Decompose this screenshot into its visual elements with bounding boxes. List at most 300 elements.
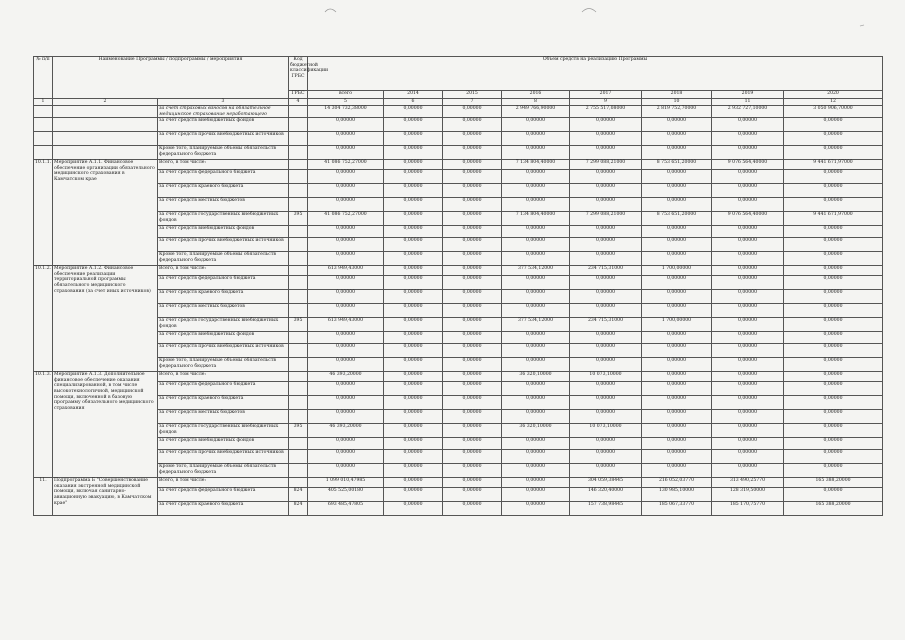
table-row [34, 226, 883, 238]
cell-value: 0,00000 [502, 358, 570, 372]
cell-value: 693 485,47805 [308, 502, 384, 516]
cell-value: 0,00000 [384, 290, 443, 304]
cell-value: 0,00000 [784, 304, 883, 318]
cell-value: 8 753 651,20000 [642, 160, 712, 170]
cell-value: 8 753 651,20000 [642, 212, 712, 226]
cell-value: 0,00000 [502, 450, 570, 464]
cell-value: 0,00000 [443, 276, 502, 290]
cell-value: 0,00000 [384, 160, 443, 170]
cell-value: 7 134 804,40000 [502, 212, 570, 226]
table-row [34, 358, 883, 372]
cell-value: 0,00000 [502, 488, 570, 502]
cell-value: 0,00000 [712, 238, 784, 252]
table-row [34, 160, 883, 170]
cell-value: 0,00000 [384, 382, 443, 396]
row-number: 10.1.3. [34, 372, 53, 478]
cell-value: 0,00000 [570, 358, 642, 372]
cell-value: 0,00000 [443, 184, 502, 198]
cell-value: 0,00000 [784, 146, 883, 160]
table-row [34, 304, 883, 318]
column-number: 9 [570, 99, 642, 106]
cell-value: 0,00000 [570, 118, 642, 132]
cell-value: 0,00000 [570, 464, 642, 478]
cell-value: 0,00000 [712, 372, 784, 382]
cell-value: 0,00000 [443, 118, 502, 132]
cell-value: 0,00000 [502, 410, 570, 424]
cell-value: 0,00000 [308, 252, 384, 266]
cell-value: 0,00000 [502, 238, 570, 252]
row-label: за счет средств федерального бюджета [158, 170, 289, 184]
cell-value: 0,00000 [308, 344, 384, 358]
cell-value: 0,00000 [712, 132, 784, 146]
cell-value: 0,00000 [784, 226, 883, 238]
cell-value: 0,00000 [570, 198, 642, 212]
cell-value: 0,00000 [384, 344, 443, 358]
cell-value: 234 715,31000 [570, 318, 642, 332]
table-row [34, 132, 883, 146]
table-row [34, 502, 883, 516]
row-label: за счет средств внебюджетных фондов [158, 226, 289, 238]
cell-value: 0,00000 [642, 372, 712, 382]
cell-value: 0,00000 [384, 184, 443, 198]
cell-value: 0,00000 [642, 424, 712, 438]
cell-value: 0,00000 [443, 396, 502, 410]
column-number: 12 [784, 99, 883, 106]
cell-value: 313 490,25770 [712, 478, 784, 488]
cell-value: 0,00000 [384, 170, 443, 184]
table-row [34, 184, 883, 198]
cell-value: 0,00000 [784, 424, 883, 438]
row-label: за счет средств государственных внебюджетных фондов [158, 212, 289, 226]
cell-value: 146 320,40000 [570, 488, 642, 502]
cell-value: 0,00000 [712, 344, 784, 358]
cell-value: 0,00000 [784, 184, 883, 198]
section-10-1-3 [34, 372, 883, 478]
row-label: за счет средств прочих внебюджетных источников [158, 450, 289, 464]
cell-value: 0,00000 [502, 198, 570, 212]
cell-value: 0,00000 [784, 410, 883, 424]
cell-value: 0,00000 [784, 344, 883, 358]
cell-value: 0,00000 [384, 276, 443, 290]
cell-value: 0,00000 [443, 488, 502, 502]
cell-value: 0,00000 [384, 332, 443, 344]
cell-value: 0,00000 [443, 438, 502, 450]
cell-value: 0,00000 [784, 488, 883, 502]
table-row [34, 290, 883, 304]
header-year: 2018 [642, 91, 712, 99]
section-10-1-1 [34, 160, 883, 266]
cell-value: 0,00000 [784, 290, 883, 304]
cell-value: 0,00000 [642, 170, 712, 184]
cell-value: 377 534,12000 [502, 318, 570, 332]
measure-name: Мероприятие А.1.1. Финансовое обеспечение организации обязательного медицинского страхования в Камчатском крае [53, 160, 158, 266]
cell-value: 0,00000 [443, 106, 502, 118]
row-label: за счет средств местных бюджетов [158, 410, 289, 424]
cell-value: 0,00000 [784, 132, 883, 146]
cell-value: 0,00000 [712, 252, 784, 266]
cell-value: 0,00000 [443, 478, 502, 488]
table-row [34, 212, 883, 226]
cell-value: 0,00000 [642, 396, 712, 410]
cell-value: 1 700,00000 [642, 318, 712, 332]
cell-value: 0,00000 [784, 372, 883, 382]
header-year: 2019 [712, 91, 784, 99]
cell-value: 0,00000 [570, 382, 642, 396]
cell-value: 0,00000 [443, 502, 502, 516]
cell-value: 0,00000 [384, 198, 443, 212]
header-year: 2020 [784, 91, 883, 99]
cell-value: 0,00000 [642, 438, 712, 450]
cell-value: 0,00000 [384, 304, 443, 318]
cell-value: 0,00000 [384, 438, 443, 450]
cell-value: 0,00000 [443, 382, 502, 396]
cell-value: 0,00000 [384, 478, 443, 488]
cell-value: 0,00000 [712, 396, 784, 410]
cell-value: 0,00000 [642, 332, 712, 344]
cell-value: 0,00000 [502, 382, 570, 396]
cell-value: 0,00000 [443, 372, 502, 382]
measure-name: Мероприятие А.1.3. Дополнительное финансовое обеспечение оказания специализированной, в том числе высокотехнологичной, медицинской помощи, включенной в базовую программу обязательного медицинского страхования [53, 372, 158, 478]
cell-value: 0,00000 [502, 332, 570, 344]
header-funding: Объем средств на реализацию Программы [308, 57, 883, 91]
cell-value: 0,00000 [502, 478, 570, 488]
cell-value: 0,00000 [712, 358, 784, 372]
cell-value: 0,00000 [443, 132, 502, 146]
table-row [34, 252, 883, 266]
cell-value: 613 949,43000 [308, 318, 384, 332]
cell-value: 0,00000 [642, 184, 712, 198]
table-row [34, 438, 883, 450]
table-row [34, 238, 883, 252]
cell-value: 0,00000 [308, 276, 384, 290]
cell-value: 0,00000 [443, 226, 502, 238]
cell-value: 0,00000 [308, 238, 384, 252]
cell-value: 0,00000 [784, 276, 883, 290]
cell-value: 0,00000 [642, 304, 712, 318]
cell-value: 165 388,20000 [784, 478, 883, 488]
cell-value: 0,00000 [712, 198, 784, 212]
cell-value: 0,00000 [443, 170, 502, 184]
cell-value: 0,00000 [784, 170, 883, 184]
cell-value: 0,00000 [712, 382, 784, 396]
cell-value: 0,00000 [784, 450, 883, 464]
table-row [34, 464, 883, 478]
cell-value: 0,00000 [784, 252, 883, 266]
row-label: за счет средств местных бюджетов [158, 198, 289, 212]
cell-value: 0,00000 [502, 396, 570, 410]
cell-value: 0,00000 [570, 132, 642, 146]
cell-value: 36 320,10000 [502, 424, 570, 438]
cell-value: 0,00000 [784, 464, 883, 478]
cell-value: 0,00000 [384, 464, 443, 478]
cell-value: 0,00000 [784, 382, 883, 396]
header-year: 2017 [570, 91, 642, 99]
row-label: Всего, в том числе: [158, 266, 289, 276]
cell-value: 0,00000 [570, 226, 642, 238]
cell-value: 0,00000 [443, 304, 502, 318]
cell-value: 7 299 088,21000 [570, 160, 642, 170]
cell-value: 0,00000 [784, 118, 883, 132]
cell-value: 0,00000 [443, 290, 502, 304]
column-number: 1 [34, 99, 53, 106]
cell-value: 0,00000 [642, 382, 712, 396]
cell-value: 0,00000 [308, 226, 384, 238]
cell-value: 0,00000 [384, 252, 443, 266]
cell-value: 0,00000 [308, 198, 384, 212]
cell-value: 0,00000 [384, 450, 443, 464]
table-row [34, 332, 883, 344]
cell-value: 130 985,10000 [642, 488, 712, 502]
cell-value: 0,00000 [443, 266, 502, 276]
cell-value: 0,00000 [443, 252, 502, 266]
cell-value: 1 099 010,47985 [308, 478, 384, 488]
cell-value: 36 320,10000 [502, 372, 570, 382]
row-number: 11. [34, 478, 53, 516]
cell-value: 0,00000 [642, 290, 712, 304]
row-label: Всего, в том числе: [158, 372, 289, 382]
cell-value: 0,00000 [570, 332, 642, 344]
cell-value: 0,00000 [384, 146, 443, 160]
cell-value: 0,00000 [784, 318, 883, 332]
cell-value: 2 755 517,08000 [570, 106, 642, 118]
cell-value: 0,00000 [712, 424, 784, 438]
cell-value: 41 086 752,27000 [308, 212, 384, 226]
cell-value: 9 076 564,40000 [712, 160, 784, 170]
row-label: за счет средств краевого бюджета [158, 502, 289, 516]
table-row [34, 450, 883, 464]
table-row [34, 410, 883, 424]
cell-value: 0,00000 [443, 344, 502, 358]
header-code: Код бюджетной классификации ГРБС [289, 57, 308, 91]
cell-value: 0,00000 [443, 238, 502, 252]
cell-value: 2 819 752,70000 [642, 106, 712, 118]
cell-value: 0,00000 [784, 438, 883, 450]
column-number: 5 [308, 99, 384, 106]
table-row [34, 396, 883, 410]
cell-value: 157 738,98445 [570, 502, 642, 516]
cell-value: 0,00000 [308, 290, 384, 304]
cell-value: 0,00000 [712, 450, 784, 464]
row-label: за счет средств прочих внебюджетных источников [158, 238, 289, 252]
row-label: Кроме того, планируемые объемы обязательств федерального бюджета [158, 358, 289, 372]
cell-value: 216 052,03770 [642, 478, 712, 488]
cell-value: 0,00000 [443, 450, 502, 464]
cell-value: 41 086 752,27000 [308, 160, 384, 170]
table-row [34, 266, 883, 276]
header-year: 2014 [384, 91, 443, 99]
cell-value: 0,00000 [443, 160, 502, 170]
cell-value: 0,00000 [443, 332, 502, 344]
cell-value: 0,00000 [784, 238, 883, 252]
cell-value: 0,00000 [443, 464, 502, 478]
cell-value: 0,00000 [502, 226, 570, 238]
column-number: 4 [289, 99, 308, 106]
row-label: за счет средств прочих внебюджетных источников [158, 132, 289, 146]
cell-value: 0,00000 [443, 358, 502, 372]
cell-value: 0,00000 [712, 464, 784, 478]
cell-value: 2 932 727,10000 [712, 106, 784, 118]
cell-value: 0,00000 [308, 118, 384, 132]
cell-value: 0,00000 [712, 184, 784, 198]
cell-value: 0,00000 [384, 488, 443, 502]
cell-value: 0,00000 [642, 358, 712, 372]
cell-value: 0,00000 [443, 424, 502, 438]
table-row [34, 478, 883, 488]
cell-value: 0,00000 [384, 502, 443, 516]
row-label: за счет средств внебюджетных фондов [158, 332, 289, 344]
cell-value: 0,00000 [384, 226, 443, 238]
cell-value: 0,00000 [570, 344, 642, 358]
grbs-code: 395 [289, 424, 308, 438]
row-label: за счет средств федерального бюджета [158, 276, 289, 290]
cell-value: 0,00000 [502, 464, 570, 478]
cell-value: 0,00000 [712, 146, 784, 160]
cell-value: 613 949,43000 [308, 266, 384, 276]
cell-value: 0,00000 [642, 226, 712, 238]
cell-value: 0,00000 [384, 372, 443, 382]
row-label: за счет средств государственных внебюджетных фондов [158, 424, 289, 438]
column-numbers-row [34, 99, 883, 106]
column-number: 10 [642, 99, 712, 106]
cell-value: 0,00000 [502, 170, 570, 184]
cell-value: 0,00000 [308, 450, 384, 464]
grbs-code: 395 [289, 318, 308, 332]
column-number: 11 [712, 99, 784, 106]
row-label: за счет средств прочих внебюджетных источников [158, 344, 289, 358]
cell-value: 10 073,10000 [570, 372, 642, 382]
cell-value: 0,00000 [308, 304, 384, 318]
header-year: 2015 [443, 91, 502, 99]
cell-value: 0,00000 [384, 238, 443, 252]
cell-value: 0,00000 [502, 276, 570, 290]
cell-value: 0,00000 [642, 252, 712, 266]
cell-value: 0,00000 [384, 118, 443, 132]
continuation-block [34, 106, 883, 160]
cell-value: 0,00000 [443, 410, 502, 424]
cell-value: 0,00000 [308, 382, 384, 396]
row-label: за счет средств краевого бюджета [158, 396, 289, 410]
header-name: Наименование Программы / подпрограммы / мероприятия [53, 57, 289, 99]
table-row [34, 118, 883, 132]
cell-value: 0,00000 [712, 226, 784, 238]
cell-value: 0,00000 [570, 276, 642, 290]
cell-value: 405 525,00180 [308, 488, 384, 502]
cell-value: 0,00000 [642, 410, 712, 424]
cell-value: 0,00000 [642, 132, 712, 146]
column-number: 6 [384, 99, 443, 106]
cell-value: 10 073,10000 [570, 424, 642, 438]
cell-value: 0,00000 [712, 290, 784, 304]
cell-value: 0,00000 [384, 410, 443, 424]
table-row [34, 344, 883, 358]
cell-value: 0,00000 [570, 396, 642, 410]
row-label: за счет средств государственных внебюджетных фондов [158, 318, 289, 332]
cell-value: 0,00000 [308, 358, 384, 372]
cell-value: 0,00000 [642, 450, 712, 464]
cell-value: 0,00000 [443, 318, 502, 332]
cell-value: 1 700,00000 [642, 266, 712, 276]
cell-value: 0,00000 [308, 332, 384, 344]
cell-value: 0,00000 [502, 304, 570, 318]
cell-value: 0,00000 [443, 212, 502, 226]
cell-value: 0,00000 [502, 118, 570, 132]
cell-value: 0,00000 [384, 396, 443, 410]
cell-value: 0,00000 [784, 396, 883, 410]
cell-value: 0,00000 [570, 304, 642, 318]
cell-value: 0,00000 [784, 198, 883, 212]
cell-value: 0,00000 [384, 318, 443, 332]
cell-value: 0,00000 [712, 170, 784, 184]
cell-value: 0,00000 [642, 146, 712, 160]
cell-value: 0,00000 [384, 358, 443, 372]
cell-value: 0,00000 [712, 276, 784, 290]
cell-value: 0,00000 [712, 266, 784, 276]
row-label: Кроме того, планируемые объемы обязательств федерального бюджета [158, 464, 289, 478]
cell-value: 0,00000 [308, 464, 384, 478]
cell-value: 0,00000 [502, 146, 570, 160]
budget-table [33, 56, 883, 516]
cell-value: 0,00000 [502, 502, 570, 516]
header-total: всего [308, 91, 384, 99]
cell-value: 185 170,75770 [712, 502, 784, 516]
cell-value: 0,00000 [308, 170, 384, 184]
cell-value: 0,00000 [642, 344, 712, 358]
cell-value: 0,00000 [784, 266, 883, 276]
cell-value: 165 388,20000 [784, 502, 883, 516]
row-label: за счет средств краевого бюджета [158, 184, 289, 198]
table-row [34, 106, 883, 118]
cell-value: 0,00000 [308, 184, 384, 198]
cell-value: 0,00000 [384, 132, 443, 146]
cell-value: 0,00000 [642, 276, 712, 290]
cell-value: 46 393,20000 [308, 424, 384, 438]
row-label: за счет средств краевого бюджета [158, 290, 289, 304]
cell-value: 0,00000 [308, 410, 384, 424]
grbs-code: 824 [289, 502, 308, 516]
row-label: Всего, в том числе: [158, 478, 289, 488]
cell-value: 0,00000 [308, 396, 384, 410]
column-number: 3 [158, 99, 289, 106]
cell-value: 0,00000 [784, 332, 883, 344]
cell-value: 185 067,33770 [642, 502, 712, 516]
cell-value: 0,00000 [570, 170, 642, 184]
row-label: за счет страховых взносов на обязательное медицинское страхование неработающего [158, 106, 289, 118]
cell-value: 9 441 671,97000 [784, 212, 883, 226]
cell-value: 0,00000 [502, 438, 570, 450]
header-year: 2016 [502, 91, 570, 99]
cell-value: 0,00000 [712, 332, 784, 344]
cell-value: 128 319,50000 [712, 488, 784, 502]
table-row [34, 276, 883, 290]
cell-value: 377 534,12000 [502, 266, 570, 276]
cell-value: 2 949 766,90000 [502, 106, 570, 118]
table-row [34, 424, 883, 438]
cell-value: 304 059,38445 [570, 478, 642, 488]
cell-value: 0,00000 [642, 464, 712, 478]
cell-value: 0,00000 [712, 304, 784, 318]
row-label: Кроме того, планируемые объемы обязательств федерального бюджета [158, 252, 289, 266]
cell-value: 234 715,31000 [570, 266, 642, 276]
header-no: № п/п [34, 57, 53, 99]
cell-value: 0,00000 [570, 252, 642, 266]
cell-value: 0,00000 [570, 238, 642, 252]
cell-value: 0,00000 [443, 146, 502, 160]
table-row [34, 382, 883, 396]
row-label: Всего, в том числе: [158, 160, 289, 170]
section-10-1-2 [34, 266, 883, 372]
row-label: за счет средств федерального бюджета [158, 382, 289, 396]
row-number: 10.1.1. [34, 160, 53, 266]
